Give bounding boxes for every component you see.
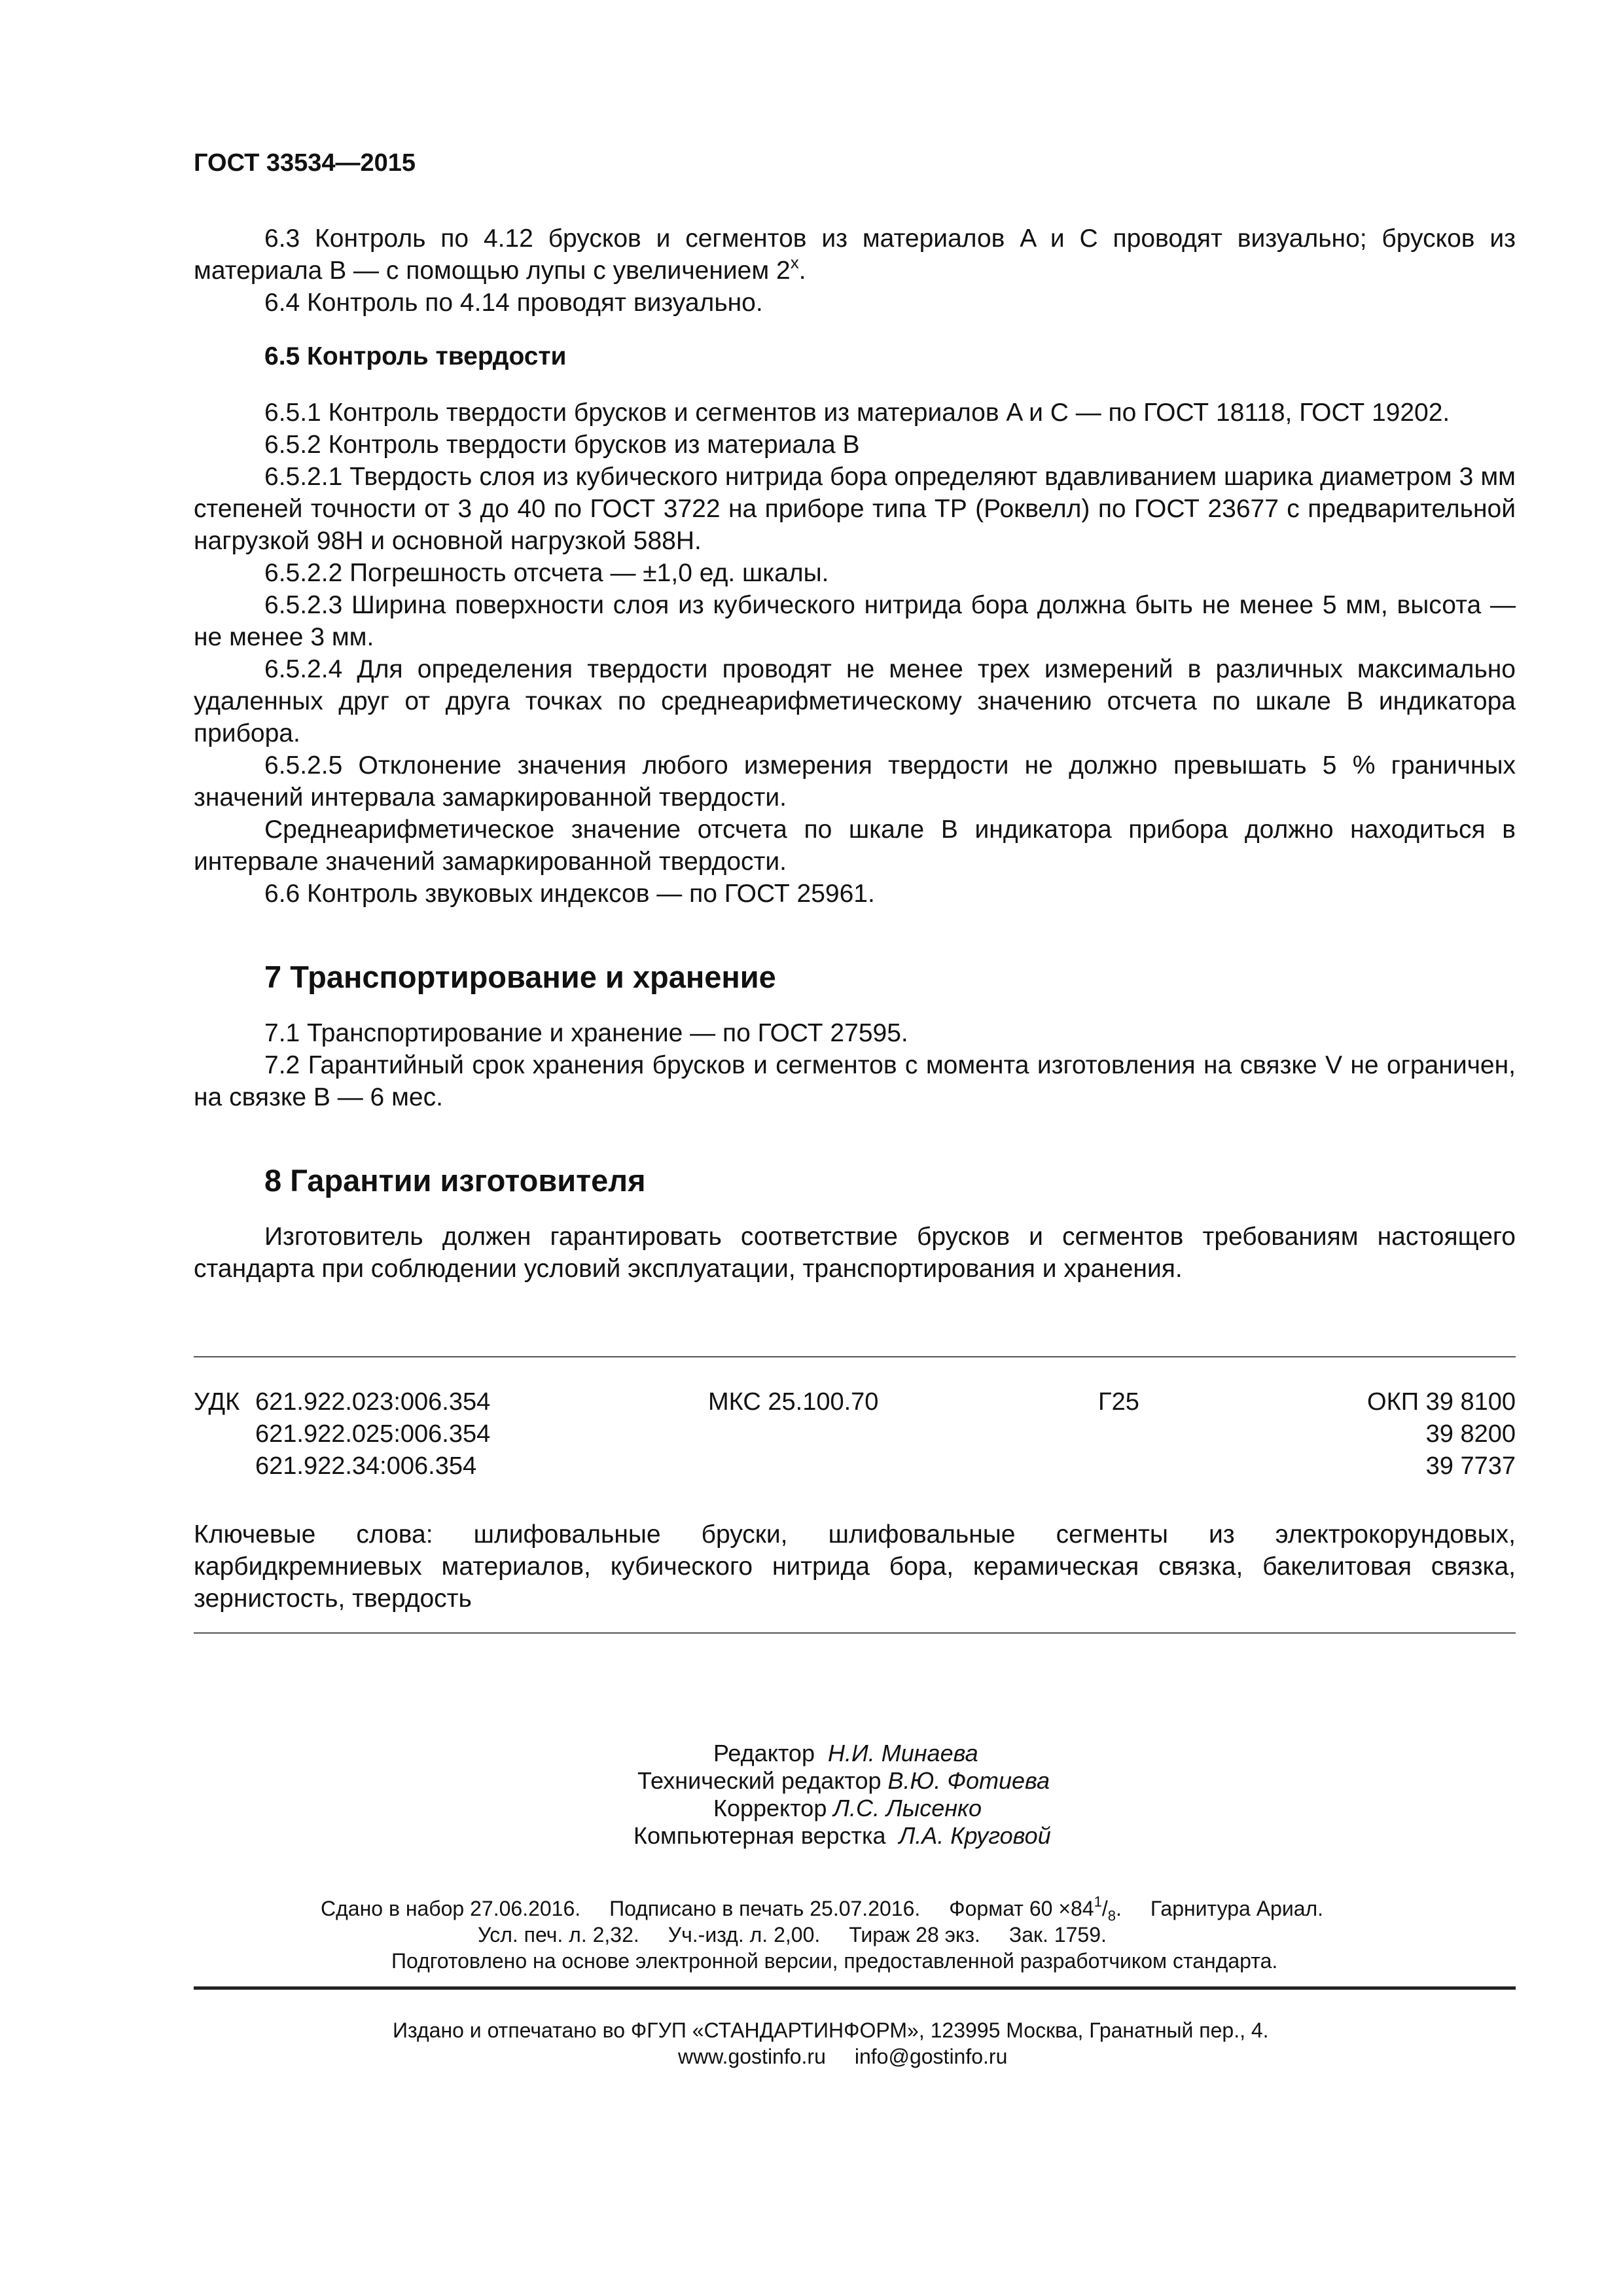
udk-code-3: 621.922.34:006.354 [255, 1452, 477, 1480]
website-link[interactable]: www.gostinfo.ru [678, 2045, 826, 2068]
mks-code: МКС 25.100.70 [708, 1388, 879, 1416]
section-title-7: 7 Транспортирование и хранение [264, 960, 776, 994]
publisher-line: Издано и отпечатано во ФГУП «СТАНДАРТИНФОРМ», 123995 Москва, Гранатный пер., 4. [393, 2018, 1269, 2042]
paragraph-6-5-2: 6.5.2 Контроль твердости брусков из материала B [264, 431, 860, 459]
keywords: Ключевые слова: шлифовальные бруски, шлифовальные сегменты из электрокорундовых, карбидкремниевых материалов, кубического нитрида бора, керамическая связка, бакелитовая связка, зернистость, твердость [194, 1520, 1516, 1613]
credit-layout: Компьютерная верстка Л.А. Круговой [633, 1822, 1051, 1849]
email-link[interactable]: info@gostinfo.ru [854, 2045, 1008, 2068]
okp-label: ОКП [1367, 1388, 1419, 1416]
paragraph-7-2: 7.2 Гарантийный срок хранения брусков и сегментов с момента изготовления на связке V не ограничен, на связке B — 6 мес. [194, 1051, 1516, 1111]
paragraph-8: Изготовитель должен гарантировать соответствие брусков и сегментов требованиям настоящего стандарта при соблюдении условий эксплуатации, транспортирования и хранения. [194, 1223, 1516, 1283]
subheading-6-5: 6.5 Контроль твердости [264, 342, 567, 370]
paragraph-6-4: 6.4 Контроль по 4.14 проводят визуально. [264, 289, 763, 317]
paragraph-6-5-2-5: 6.5.2.5 Отклонение значения любого измерения твердости не должно превышать 5 % граничных значений интервала замаркированной твердости. [194, 751, 1516, 812]
group-code: Г25 [1098, 1388, 1139, 1416]
credit-tech-editor: Технический редактор В.Ю. Фотиева [637, 1767, 1050, 1794]
udk-code-1: 621.922.023:006.354 [255, 1388, 491, 1416]
udk-code-2: 621.922.025:006.354 [255, 1420, 491, 1448]
paragraph-6-5-2-1: 6.5.2.1 Твердость слоя из кубического нитрида бора определяют вдавливанием шарика диаметром 3 мм степеней точности от 3 до 40 по ГОСТ 3722 на приборе типа ТР (Роквелл) по ГОСТ 23677 с предварительной нагрузкой 98Н и основной нагрузкой 588Н. [194, 463, 1516, 555]
udk-label: УДК [194, 1388, 240, 1416]
document-code-header: ГОСТ 33534—2015 [194, 149, 416, 177]
credit-proofreader: Корректор Л.С. Лысенко [713, 1795, 982, 1821]
paragraph-6-5-2-4: 6.5.2.4 Для определения твердости проводят не менее трех измерений в различных максимально удаленных друг от друга точках по среднеарифметическому значению отсчета по шкале B индикатора прибора. [194, 655, 1516, 747]
paragraph-6-5-2-3: 6.5.2.3 Ширина поверхности слоя из кубического нитрида бора должна быть не менее 5 мм, высота — не менее 3 мм. [194, 591, 1516, 651]
imprint-line-2: Усл. печ. л. 2,32. Уч.-изд. л. 2,00. Тираж 28 экз. Зак. 1759. [478, 1923, 1107, 1946]
imprint-line-1: Сдано в набор 27.06.2016. Подписано в печать 25.07.2016. Формат $60 \times 84^1/_8$. Гарнитура Ариал. [321, 1893, 1324, 1924]
okp-code-3: 39 7737 [1425, 1452, 1516, 1480]
paragraph-6-5-2-2: 6.5.2.2 Погрешность отсчета — ±1,0 ед. шкалы. [264, 559, 829, 587]
superscript-x: x [790, 253, 799, 272]
divider-top [194, 1356, 1516, 1357]
okp-codes [1367, 1386, 1516, 1482]
paragraph-6-6: 6.6 Контроль звуковых индексов — по ГОСТ 25961. [264, 880, 875, 908]
divider-bottom [194, 1632, 1516, 1634]
imprint-line-3: Подготовлено на основе электронной версии, предоставленной разработчиком стандарта. [391, 1949, 1278, 1973]
udk-codes [194, 1386, 490, 1482]
paragraph-7-1: 7.1 Транспортирование и хранение — по ГОСТ 27595. [264, 1019, 908, 1047]
credit-editor: Редактор Н.И. Минаева [713, 1740, 978, 1767]
contacts-line [678, 2043, 1007, 2070]
paragraph-6-3: 6.3 Контроль по 4.12 брусков и сегментов из материалов A и C проводят визуально; брусков из материала B — с помощью лупы с увеличением 2$^x$. [194, 224, 1516, 285]
imprint-divider [194, 1986, 1516, 1990]
paragraph-6-5-1: 6.5.1 Контроль твердости брусков и сегментов из материалов A и C — по ГОСТ 18118, ГОСТ 19202. [264, 399, 1450, 427]
section-title-8: 8 Гарантии изготовителя [264, 1163, 646, 1198]
okp-code-1: 39 8100 [1425, 1388, 1516, 1416]
document-body [194, 223, 1516, 1285]
okp-code-2: 39 8200 [1425, 1420, 1516, 1448]
paragraph-mean-value: Среднеарифметическое значение отсчета по шкале B индикатора прибора должно находиться в интервале значений замаркированной твердости. [194, 816, 1516, 876]
